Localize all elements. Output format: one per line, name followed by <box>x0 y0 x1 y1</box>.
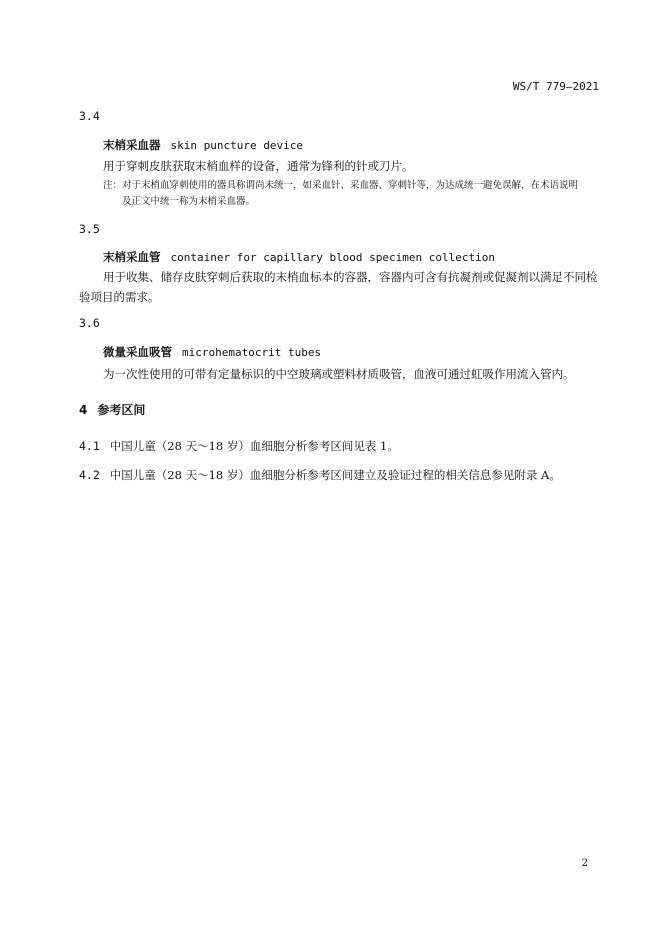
term-note-3-4 <box>103 178 578 194</box>
term-en-3-4: skin puncture device <box>170 139 303 152</box>
term-number-3-6: 3.6 <box>79 316 100 330</box>
note-label: 注： <box>103 180 123 191</box>
term-number-3-5: 3.5 <box>79 222 100 236</box>
term-en-3-6: microhematocrit tubes <box>182 346 322 359</box>
term-definition-3-4: 用于穿刺皮肤获取末梢血样的设备，通常为锋利的针或刀片。 <box>103 159 414 173</box>
term-zh-3-5: 末梢采血管 <box>103 250 161 264</box>
term-definition-3-5-line-2: 验项目的需求。 <box>79 290 160 304</box>
term-zh-3-6: 微量采血吸管 <box>103 345 172 359</box>
note-line-1: 对于末梢血穿刺使用的器具称谓尚未统一，如采血针、采血器、穿刺针等，为达成统一避免误解，在术语说明 <box>122 180 579 191</box>
clause-text-4-1: 中国儿童（28 天～18 岁）血细胞分析参考区间见表 1。 <box>109 439 399 453</box>
section-4-number: 4 <box>79 403 88 417</box>
term-definition-3-6: 为一次性使用的可带有定量标识的中空玻璃或塑料材质吸管，血液可通过虹吸作用流入管内。 <box>103 367 575 381</box>
clause-4-1 <box>79 435 399 454</box>
term-number-3-4: 3.4 <box>79 109 100 123</box>
clause-number-4-2: 4.2 <box>79 468 100 482</box>
section-4-heading <box>79 401 145 418</box>
clause-4-2 <box>79 464 561 483</box>
note-line-2: 及正文中统一称为末梢采血器。 <box>122 196 256 207</box>
term-heading-3-5 <box>103 246 495 265</box>
page-number: 2 <box>581 858 588 869</box>
term-definition-3-5-line-1: 用于收集、储存皮肤穿刺后获取的末梢血标本的容器，容器内可含有抗凝剂或促凝剂以满足不同检 <box>103 270 598 284</box>
term-en-3-5: container for capillary blood specimen collection <box>170 251 496 264</box>
section-4-title: 参考区间 <box>97 403 146 417</box>
clause-number-4-1: 4.1 <box>79 439 100 453</box>
clause-text-4-2: 中国儿童（28 天～18 岁）血细胞分析参考区间建立及验证过程的相关信息参见附录 A。 <box>109 468 561 482</box>
document-id: WS/T 779—2021 <box>512 80 599 93</box>
term-heading-3-4 <box>103 134 303 153</box>
term-heading-3-6 <box>103 341 321 360</box>
term-zh-3-4: 末梢采血器 <box>103 138 161 152</box>
